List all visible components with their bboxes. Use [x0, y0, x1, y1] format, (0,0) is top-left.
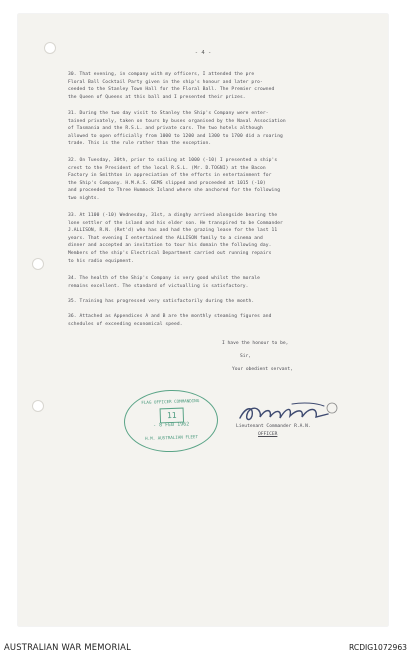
received-stamp — [123, 388, 219, 453]
paragraph-33: 33. At 1100 (-10) Wednesday, 31st, a dinghy arrived alongside bearing the lone settler of the island and his elder son. He transpired to be Commander J.ALLISON, R.N. (Ret'd) who has and had the grazing lease for the last 11 years. That evening I entertained the ALLISON family to a cinema and dinner and accepted an invitation to tour his domain the following day. Members of the ship's Electrical Department carried out running repairs to his radio equipment. — [68, 213, 283, 264]
closing-sir: Sir, — [240, 354, 252, 359]
punch-hole — [32, 258, 44, 270]
signatory-role: OFFICER — [258, 432, 278, 437]
document-page — [18, 14, 388, 626]
footer-institution: AUSTRALIAN WAR MEMORIAL — [4, 642, 131, 652]
closing-servant: Your obedient servant, — [232, 367, 293, 372]
stamp-date: - 8 FEB 1962 — [152, 421, 190, 429]
paragraph-30: 30. That evening, in company with my officers, I attended the pre Floral Ball Cocktail Party given in the ship's honour and later pro- ceeded to the Stanley Town Hall for the Floral Ball. The Premier crowned the Queen of Queens at this ball and I presented their prizes. — [68, 72, 275, 100]
closing-honour: I have the honour to be, — [222, 341, 289, 346]
page-number: - 4 - — [194, 50, 212, 56]
signatory-rank: Lieutenant Commander R.A.N. — [236, 424, 311, 429]
stamp-top-text: FLAG OFFICER COMMANDING — [141, 398, 200, 406]
stamp-bottom-text: H.M. AUSTRALIAN FLEET — [145, 434, 199, 441]
punch-hole — [32, 400, 44, 412]
paragraph-34: 34. The health of the Ship's Company is very good whilst the morale remains excellent. The standard of victualling is satisfactory. — [68, 276, 260, 289]
paragraph-35: 35. Training has progressed very satisfactorily during the month. — [68, 299, 255, 304]
paragraph-31: 31. During the two day visit to Stanley the Ship's Company were enter- tained privately, taken on tours by buses organised by the Naval Association of Tasmania and the R.S.L. and private cars. The two hotels although allowed to open officially from 1000 to 1200 and 1300 to 1700 did a roaring trade. This is the rule rather than the exception. — [68, 111, 286, 147]
stamp-number: 11 — [160, 408, 185, 424]
paragraph-36: 36. Attached as Appendices A and B are the monthly steaming figures and schedules of exceeding economical speed. — [68, 314, 272, 327]
paragraph-32: 32. On Tuesday, 30th, prior to sailing at 1000 (-10) I presented a ship's crest to the President of the local R.S.L. (Mr. D.TOGNI) at the Bacon Factory in Smithton in appreciation of the efforts in entertainment for the Ship's Company. H.M.A.S. GEMS slipped and proceeded at 1015 (-10) and proceeded to Three Hummock Island where she anchored for the following two nights. — [68, 158, 281, 201]
footer-record-id: RCDIG1072963 — [349, 643, 407, 652]
handwritten-signature — [232, 400, 342, 426]
